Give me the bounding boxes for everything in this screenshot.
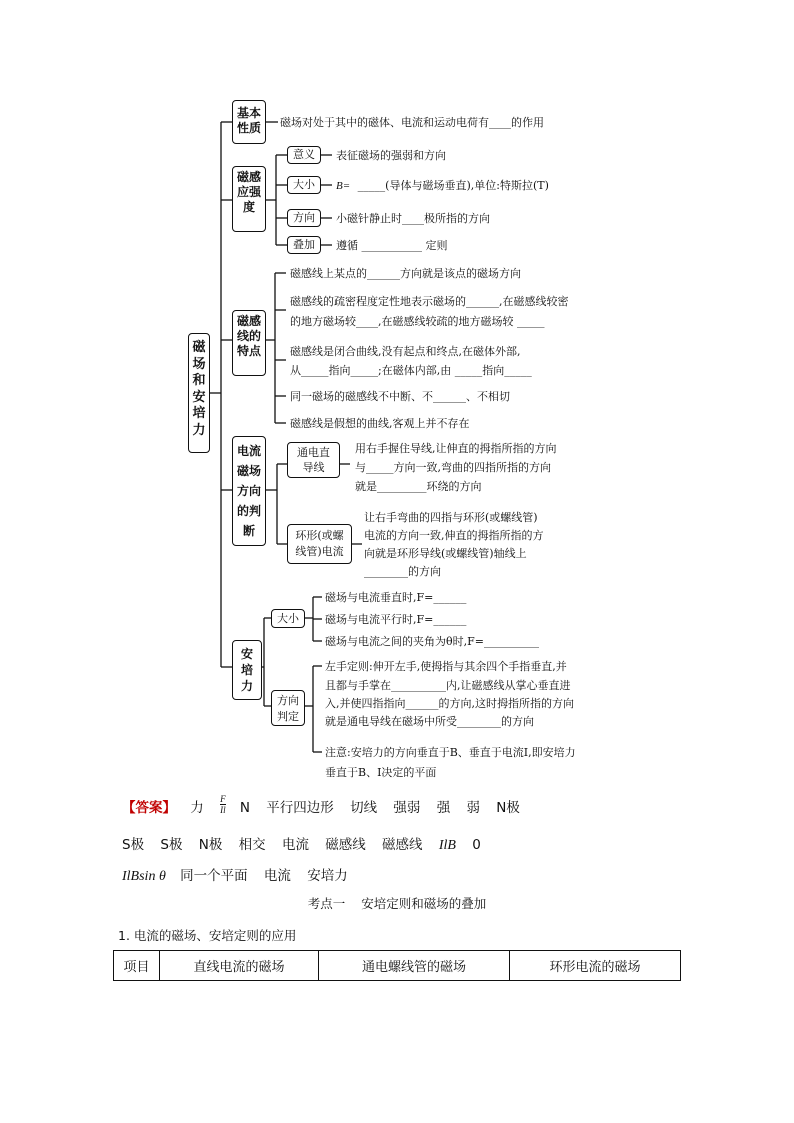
root-node-label: 磁场和安培力 xyxy=(192,340,206,438)
answers-row-3 xyxy=(122,864,348,885)
force-direction-line-3: 入,并使四指指向______的方向,这时拇指所指的方向 xyxy=(325,697,574,710)
answer-item: 弱 xyxy=(466,800,480,816)
force-note-line-2: 垂直于B、I决定的平面 xyxy=(325,766,437,779)
answer-item: 安培力 xyxy=(307,868,348,884)
label-direction-text: 方向 xyxy=(293,211,315,224)
label-superposition xyxy=(287,236,321,254)
meaning-text: 表征磁场的强弱和方向 xyxy=(336,149,446,162)
answer-item: 同一个平面 xyxy=(180,868,248,884)
answer-item: 切线 xyxy=(350,800,378,816)
node-basic-property xyxy=(232,100,266,144)
answers-row-1 xyxy=(122,793,520,819)
answer-item: N xyxy=(239,800,250,816)
magnitude-text xyxy=(336,179,549,193)
answer-item: 平行四边形 xyxy=(266,800,334,816)
answer-item: 磁感线 xyxy=(382,837,423,853)
force-note-line-1: 注意:安培力的方向垂直于B、垂直于电流I,即安培力 xyxy=(325,746,576,759)
node-magnetic-induction xyxy=(232,166,266,232)
label-loop-current xyxy=(287,524,352,564)
loop-current-line-4: ________的方向 xyxy=(364,565,441,578)
label-straight-wire xyxy=(287,442,340,478)
answers-label: 【答案】 xyxy=(122,800,176,816)
label-magnitude-text: 大小 xyxy=(293,178,315,191)
loop-current-line-3: 向就是环形导线(或螺线管)轴线上 xyxy=(364,547,527,560)
table-header-cell: 通电螺线管的磁场 xyxy=(319,951,510,981)
answer-item: IlB xyxy=(438,838,456,853)
fraction-denominator: Il xyxy=(220,804,226,815)
label-meaning xyxy=(287,146,321,164)
field-lines-line-6: 同一磁场的磁感线不中断、不______、不相切 xyxy=(290,390,510,403)
answer-item: 相交 xyxy=(238,837,266,853)
fraction-numerator: F xyxy=(220,793,226,804)
field-comparison-table xyxy=(113,950,681,981)
answer-item: S极 xyxy=(160,837,183,853)
node-magnetic-induction-label: 磁感应强度 xyxy=(236,170,261,214)
answer-item: 强 xyxy=(436,800,451,816)
straight-wire-line-2: 与_____方向一致,弯曲的四指所指的方向 xyxy=(355,461,551,474)
answer-item: 0 xyxy=(472,837,481,853)
answers-row-2 xyxy=(122,833,481,854)
node-current-field-direction-label: 电流磁场方向的判断 xyxy=(236,444,261,538)
straight-wire-line-1: 用右手握住导线,让伸直的拇指所指的方向 xyxy=(355,442,557,455)
table-header-cell: 项目 xyxy=(114,951,160,981)
node-ampere-force-label: 安培力 xyxy=(240,647,253,693)
answer-item: 强弱 xyxy=(393,800,421,816)
field-lines-line-3: 的地方磁场较____,在磁感线较疏的地方磁场较 _____ xyxy=(290,315,545,328)
section-heading: 考点一 安培定则和磁场的叠加 xyxy=(307,896,487,911)
direction-text: 小磁针静止时____极所指的方向 xyxy=(336,212,490,225)
label-force-direction-text: 方向判定 xyxy=(277,694,299,723)
answer-item: IlBsin θ xyxy=(122,869,166,884)
table-header-row xyxy=(114,951,681,981)
force-direction-line-4: 就是通电导线在磁场中所受________的方向 xyxy=(325,715,534,728)
answer-item: 电流 xyxy=(263,868,291,884)
answer-item: 力 xyxy=(190,800,204,816)
answer-item: S极 xyxy=(122,837,145,853)
force-magnitude-line-2: 磁场与电流平行时,F=______ xyxy=(325,613,467,626)
force-direction-line-1: 左手定则:伸开左手,使拇指与其余四个手指垂直,并 xyxy=(325,660,567,673)
label-magnitude xyxy=(287,176,321,194)
answer-item: N极 xyxy=(198,837,223,853)
node-current-field-direction xyxy=(232,436,266,546)
field-lines-line-7: 磁感线是假想的曲线,客观上并不存在 xyxy=(290,417,470,430)
root-node xyxy=(188,333,210,453)
label-superposition-text: 叠加 xyxy=(293,238,315,251)
node-field-lines xyxy=(232,310,266,376)
label-loop-current-text: 环形(或螺线管)电流 xyxy=(295,529,344,558)
superposition-text: 遵循 ___________ 定则 xyxy=(336,239,448,252)
field-lines-line-4: 磁感线是闭合曲线,没有起点和终点,在磁体外部, xyxy=(290,345,521,358)
loop-current-line-2: 电流的方向一致,伸直的拇指所指的方 xyxy=(364,529,544,542)
label-meaning-text: 意义 xyxy=(293,148,315,161)
table-header-cell: 环形电流的磁场 xyxy=(510,951,681,981)
answer-fraction xyxy=(220,794,226,815)
node-ampere-force xyxy=(232,640,262,700)
field-lines-line-2: 磁感线的疏密程度定性地表示磁场的______,在磁感线较密 xyxy=(290,295,569,308)
node-basic-property-label: 基本性质 xyxy=(236,106,261,135)
answer-item: 电流 xyxy=(281,837,309,853)
field-lines-line-1: 磁感线上某点的______方向就是该点的磁场方向 xyxy=(290,267,521,280)
label-straight-wire-text: 通电直导线 xyxy=(297,446,330,474)
magnitude-symbol: B= xyxy=(336,180,351,192)
force-magnitude-line-3: 磁场与电流之间的夹角为θ时,F=__________ xyxy=(325,635,539,648)
force-direction-line-2: 且都与手掌在__________内,让磁感线从掌心垂直进 xyxy=(325,679,571,692)
loop-current-line-1: 让右手弯曲的四指与环形(或螺线管) xyxy=(364,511,538,524)
label-direction xyxy=(287,209,321,227)
field-lines-line-5: 从_____指向_____;在磁体内部,由 _____指向_____ xyxy=(290,364,532,377)
label-force-magnitude xyxy=(271,609,305,628)
label-force-direction xyxy=(271,690,305,726)
straight-wire-line-3: 就是_________环绕的方向 xyxy=(355,480,482,493)
answer-item: N极 xyxy=(496,800,520,816)
answer-item: 磁感线 xyxy=(325,837,366,853)
section-subheading: 1. 电流的磁场、安培定则的应用 xyxy=(118,928,297,943)
basic-property-text: 磁场对处于其中的磁体、电流和运动电荷有____的作用 xyxy=(280,116,544,129)
node-field-lines-label: 磁感线的特点 xyxy=(236,314,261,358)
label-force-magnitude-text: 大小 xyxy=(277,612,299,625)
table-header-cell: 直线电流的磁场 xyxy=(160,951,319,981)
force-magnitude-line-1: 磁场与电流垂直时,F=______ xyxy=(325,591,467,604)
magnitude-desc: _____(导体与磁场垂直),单位:特斯拉(T) xyxy=(357,179,549,192)
